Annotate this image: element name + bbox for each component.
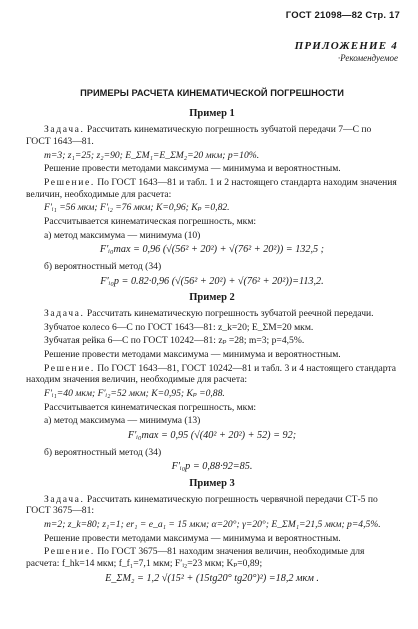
example-2-b-formula: F′ᵢ₀p = 0,88·92=85. bbox=[171, 461, 253, 473]
example-1-values: F′ᵢ₁ =56 мкм; F′ᵢ₂ =76 мкм; K=0,96; Kₚ =0,82. bbox=[44, 202, 230, 214]
example-3-solution: Решение. По ГОСТ 3675—81 находим значения величин, необходимые для расчета: f_hk=14 мкм; f_f₁=7,1 мкм; F′ᵢ₂=23 мкм; Kₚ=0,89; bbox=[26, 546, 365, 570]
task-word: Задача. bbox=[44, 307, 85, 319]
example-3-title: Пример 3 bbox=[189, 477, 235, 489]
appendix-block bbox=[295, 40, 398, 64]
example-1-a-label: а) метод максимума — минимума (10) bbox=[44, 229, 201, 241]
solution-word: Решение. bbox=[44, 176, 95, 188]
example-3-method: Решение провести методами максимума — минимума и вероятностным. bbox=[44, 532, 341, 544]
example-1-method: Решение провести методами максимума — минимума и вероятностным. bbox=[44, 163, 341, 175]
example-1-b-label: б) вероятностный метод (34) bbox=[44, 260, 162, 272]
example-2-calc-intro: Рассчитывается кинематическая погрешность, мкм: bbox=[44, 401, 257, 413]
example-2-method: Решение провести методами максимума — минимума и вероятностным. bbox=[44, 348, 341, 360]
example-3-task: Задача. Рассчитать кинематическую погрешность червячной передачи СТ-5 по ГОСТ 3675—81: bbox=[26, 493, 378, 517]
section-title: ПРИМЕРЫ РАСЧЕТА КИНЕМАТИЧЕСКОЙ ПОГРЕШНОСТИ bbox=[80, 88, 344, 98]
example-2-a-formula: F′ᵢ₀max = 0,95 (√(40² + 20²) + 52) = 92; bbox=[127, 430, 297, 442]
example-2-values: F′ᵢ₁=40 мкм; F′ᵢ₂=52 мкм; K=0,95; Kₚ =0,88. bbox=[44, 388, 225, 400]
example-1-a-formula: F′ᵢ₀max = 0,96 (√(56² + 20²) + √(76² + 20²)) = 132,5 ; bbox=[99, 244, 325, 256]
solution-word: Решение. bbox=[44, 362, 95, 374]
example-2-b-label: б) вероятностный метод (34) bbox=[44, 446, 162, 458]
example-1-calc-intro: Рассчитывается кинематическая погрешность, мкм: bbox=[44, 216, 257, 228]
example-1-title: Пример 1 bbox=[189, 108, 235, 120]
example-3-params: m=2; z_k=80; z₁=1; er₁ = e_a₁ = 15 мкм; α=20°; γ=20°; E_ΣM₁=21,5 мкм; p=4,5%. bbox=[44, 518, 381, 530]
appendix-title: ПРИЛОЖЕНИЕ 4 bbox=[294, 40, 398, 52]
example-2-title: Пример 2 bbox=[189, 292, 235, 304]
example-2-task: Задача. Рассчитать кинематическую погрешность зубчатой реечной передачи. bbox=[44, 307, 374, 319]
example-2-solution: Решение. По ГОСТ 1643—81, ГОСТ 10242—81 и табл. 3 и 4 настоящего стандарта находим значения величин, необходимые для расчета: bbox=[26, 362, 397, 386]
example-3-formula: E_ΣM₂ = 1,2 √(15² + (15tg20° tg20°)²) =18,2 мкм . bbox=[105, 572, 319, 584]
document-body bbox=[26, 88, 398, 589]
solution-word: Решение. bbox=[44, 546, 95, 558]
example-2-params-1: Зубчатое колесо 6—С по ГОСТ 1643—81: z_k=20; E_ΣM=20 мкм. bbox=[44, 321, 314, 333]
example-1-params: m=3; z₁=25; z₂=90; E_ΣM₁=E_ΣM₂=20 мкм; p=10%. bbox=[44, 149, 260, 161]
task-word: Задача. bbox=[44, 124, 85, 136]
task-word: Задача. bbox=[44, 493, 85, 505]
example-2-params-2: Зубчатая рейка 6—С по ГОСТ 10242—81: zₚ =28; m=3; p=4,5%. bbox=[44, 335, 305, 347]
example-2-a-label: а) метод максимума — минимума (13) bbox=[44, 415, 201, 427]
example-1-solution: Решение. По ГОСТ 1643—81 и табл. 1 и 2 настоящего стандарта находим значения величин, необходимые для расчета: bbox=[26, 176, 397, 200]
example-1-task: Задача. Рассчитать кинематическую погрешность зубчатой передачи 7—С по ГОСТ 1643—81. bbox=[26, 124, 372, 147]
appendix-subtitle: ·Рекомендуемое bbox=[337, 53, 398, 64]
example-1-b-formula: F′ᵢ₀p = 0.82·0,96 (√(56² + 20²) + √(76² + 20²))=113,2. bbox=[100, 275, 324, 287]
page-header: ГОСТ 21098—82 Стр. 17 bbox=[285, 10, 400, 21]
